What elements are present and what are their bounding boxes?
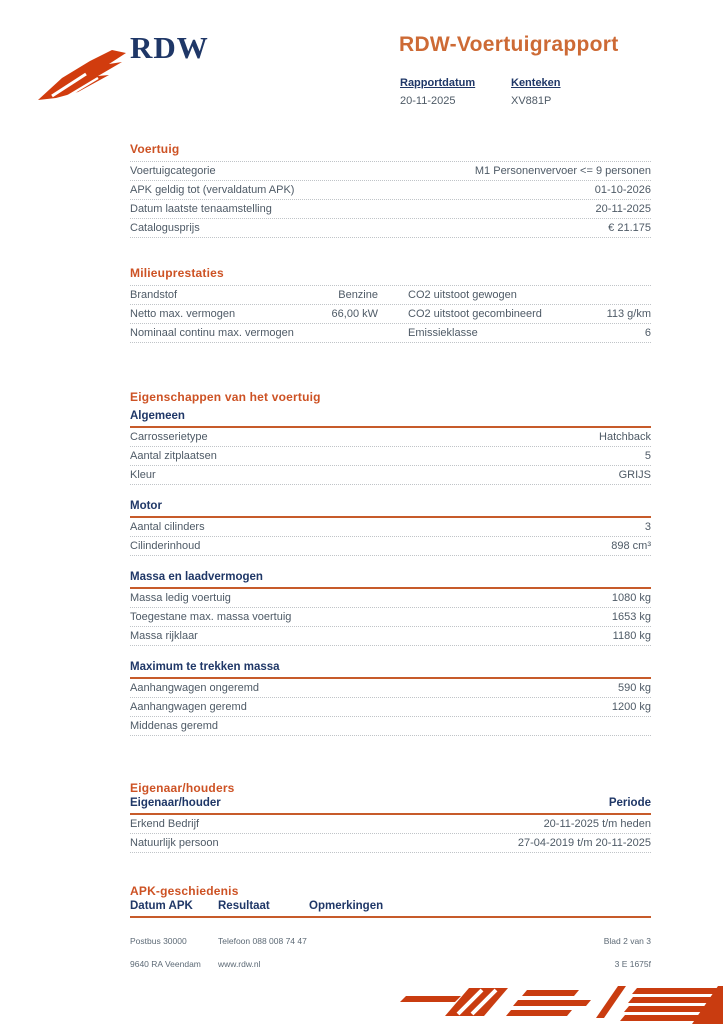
row-value: 590 kg <box>617 682 651 694</box>
row-value: 1200 kg <box>611 701 651 713</box>
table-row <box>130 589 651 608</box>
footer-website: www.rdw.nl <box>218 959 261 969</box>
table-row <box>130 181 651 200</box>
footer-city: 9640 RA Veendam <box>130 959 201 969</box>
row-value: 1653 kg <box>611 611 651 623</box>
row-value: GRIJS <box>618 469 651 481</box>
section-heading-eigenschappen: Eigenschappen van het voertuig <box>130 390 321 404</box>
table-row <box>130 717 651 736</box>
speed-stripes-graphic <box>400 980 723 1024</box>
row-label: Massa rijklaar <box>130 630 198 642</box>
table-row <box>130 679 651 698</box>
row-label: Middenas geremd <box>130 720 219 732</box>
column-header-apk-date: Datum APK <box>130 900 193 912</box>
row-label: Emissieklasse <box>408 327 478 339</box>
row-value: Hatchback <box>599 431 651 443</box>
table-row <box>130 627 651 646</box>
owner-table <box>130 815 651 853</box>
footer-postbus: Postbus 30000 <box>130 936 187 946</box>
row-label: Aanhangwagen ongeremd <box>130 682 260 694</box>
table-row <box>130 834 651 853</box>
owner-table-header <box>130 797 651 815</box>
row-label: Datum laatste tenaamstelling <box>130 203 272 215</box>
row-value: 898 cm³ <box>611 540 651 552</box>
row-label: CO2 uitstoot gecombineerd <box>408 308 542 320</box>
rdw-logo-text: RDW <box>130 30 209 65</box>
row-value: 5 <box>644 450 651 462</box>
row-value: 20-11-2025 <box>595 203 651 215</box>
row-label: Massa ledig voertuig <box>130 592 231 604</box>
table-row <box>130 608 651 627</box>
voertuig-table <box>130 161 651 238</box>
row-value: 66,00 kW <box>331 308 378 320</box>
footer-phone: Telefoon 088 008 74 47 <box>218 936 307 946</box>
row-label: Aantal cilinders <box>130 521 205 533</box>
row-label: Kleur <box>130 469 156 481</box>
owner-type: Natuurlijk persoon <box>130 837 219 849</box>
table-row <box>130 162 651 181</box>
subsection-algemeen <box>130 410 651 485</box>
row-label: Toegestane max. massa voertuig <box>130 611 292 623</box>
subsection-massa <box>130 571 651 646</box>
license-plate-value: XV881P <box>511 95 552 107</box>
report-date-value: 20-11-2025 <box>400 95 456 107</box>
row-label: APK geldig tot (vervaldatum APK) <box>130 184 295 196</box>
table-row <box>130 428 651 447</box>
subsection-heading: Maximum te trekken massa <box>130 661 651 679</box>
subsection-heading: Algemeen <box>130 410 651 428</box>
report-content <box>130 142 651 918</box>
table-row <box>130 447 651 466</box>
table-row <box>130 466 651 485</box>
row-value: Benzine <box>338 289 378 301</box>
owner-type: Erkend Bedrijf <box>130 818 200 830</box>
subsection-trekken-massa <box>130 661 651 736</box>
row-label: Voertuigcategorie <box>130 165 216 177</box>
subsection-heading: Motor <box>130 500 651 518</box>
row-value: M1 Personenvervoer <= 9 personen <box>474 165 651 177</box>
column-header-apk-remarks: Opmerkingen <box>309 900 384 912</box>
table-row <box>130 200 651 219</box>
report-date-label: Rapportdatum <box>400 77 476 89</box>
row-label: CO2 uitstoot gewogen <box>408 289 517 301</box>
column-header-period: Periode <box>608 797 651 809</box>
row-value: 1080 kg <box>611 592 651 604</box>
section-heading-eigenaar: Eigenaar/houders <box>130 781 235 795</box>
apk-table-header <box>130 900 651 918</box>
row-label: Cilinderinhoud <box>130 540 201 552</box>
footer-row <box>130 959 651 969</box>
page-footer <box>130 936 651 982</box>
row-label: Nominaal continu max. vermogen <box>130 327 294 339</box>
owner-period: 27-04-2019 t/m 20-11-2025 <box>517 837 651 849</box>
row-label: Aantal zitplaatsen <box>130 450 217 462</box>
table-row <box>130 324 651 343</box>
subsection-heading: Massa en laadvermogen <box>130 571 651 589</box>
table-row <box>130 305 651 324</box>
rdw-wing-logo-icon <box>36 48 128 106</box>
section-heading-voertuig: Voertuig <box>130 142 180 156</box>
subsection-motor <box>130 500 651 556</box>
row-label: Brandstof <box>130 289 178 301</box>
owner-period: 20-11-2025 t/m heden <box>543 818 651 830</box>
column-header-apk-result: Resultaat <box>218 900 270 912</box>
table-row <box>130 518 651 537</box>
license-plate-label: Kenteken <box>511 77 561 89</box>
report-date-block <box>400 77 511 107</box>
table-row <box>130 698 651 717</box>
table-row <box>130 815 651 834</box>
form-code: 3 E 1675f <box>614 959 651 969</box>
row-value: € 21.175 <box>608 222 651 234</box>
table-row <box>130 219 651 238</box>
report-meta <box>400 77 622 107</box>
milieu-table <box>130 285 651 343</box>
row-label: Aanhangwagen geremd <box>130 701 247 713</box>
row-label: Catalogusprijs <box>130 222 200 234</box>
page-title: RDW-Voertuigrapport <box>399 33 619 56</box>
table-row <box>130 537 651 556</box>
row-value: 01-10-2026 <box>594 184 651 196</box>
row-value: 3 <box>644 521 651 533</box>
page-indicator: Blad 2 van 3 <box>603 936 651 946</box>
row-label: Carrosserietype <box>130 431 208 443</box>
license-plate-block <box>511 77 622 107</box>
column-header-owner: Eigenaar/houder <box>130 797 221 809</box>
section-heading-milieuprestaties: Milieuprestaties <box>130 266 224 280</box>
table-row <box>130 286 651 305</box>
section-heading-apk: APK-geschiedenis <box>130 884 239 898</box>
footer-row <box>130 936 651 946</box>
row-value: 113 g/km <box>606 308 651 320</box>
row-value: 6 <box>644 327 651 339</box>
row-label: Netto max. vermogen <box>130 308 236 320</box>
row-value: 1180 kg <box>612 630 651 642</box>
